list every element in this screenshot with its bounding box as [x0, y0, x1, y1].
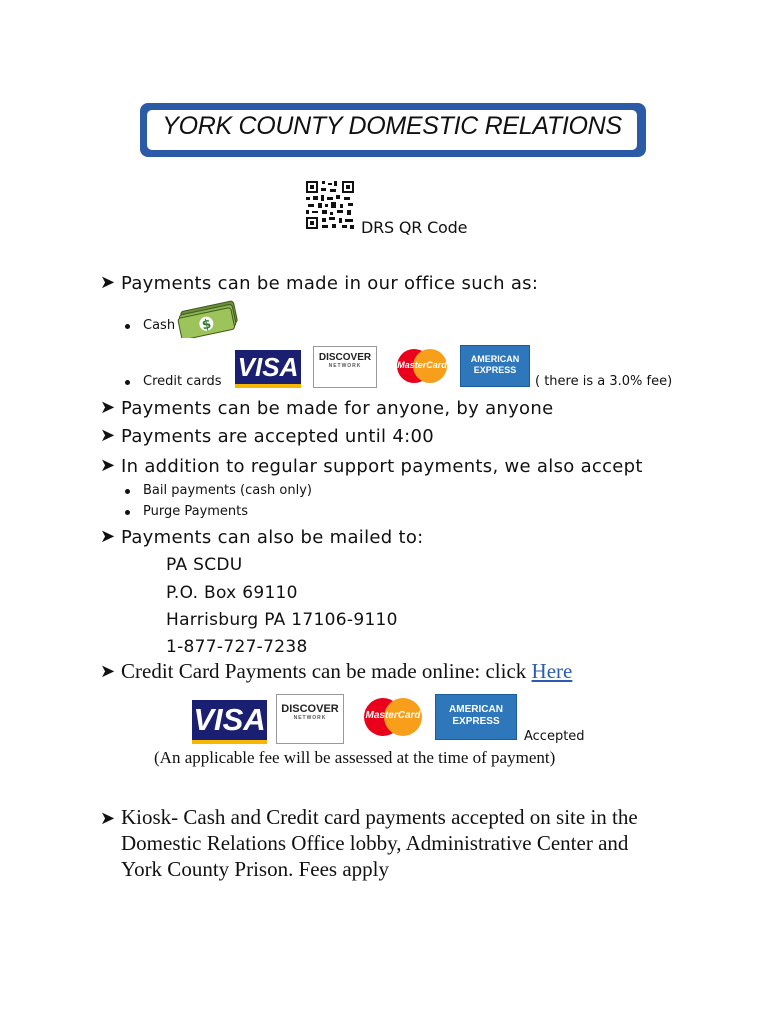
discover-logo-subtext: NETWORK	[293, 715, 327, 721]
payments-anyone: Payments can be made for anyone, by anyone	[121, 398, 554, 419]
discover-logo-text: DISCOVER	[318, 352, 372, 363]
qr-code-label: DRS QR Code	[361, 218, 468, 237]
mail-address-line: PA SCDU	[166, 555, 243, 575]
mastercard-logo-icon	[397, 349, 447, 383]
mastercard-logo-text: MasterCard	[365, 710, 421, 721]
cash-money-icon	[176, 296, 242, 338]
svg-text:$: $	[200, 316, 213, 334]
amex-logo-top-text: AMERICAN	[470, 354, 520, 364]
mail-heading: Payments can also be mailed to:	[121, 527, 424, 548]
amex-logo-bottom-text: EXPRESS	[473, 365, 517, 375]
online-payments-text: Credit Card Payments can be made online: click	[121, 659, 532, 683]
amex-logo-icon	[460, 345, 530, 387]
cash-label: Cash	[143, 318, 176, 333]
arrow-bullet-icon: ➤	[100, 397, 116, 418]
fee-assessed-note: (An applicable fee will be assessed at the time of payment)	[154, 748, 556, 767]
arrow-bullet-icon: ➤	[100, 808, 116, 829]
arrow-bullet-icon: ➤	[100, 661, 116, 682]
discover-logo-icon	[313, 346, 377, 388]
accepted-label: Accepted	[524, 729, 585, 744]
kiosk-line: York County Prison. Fees apply	[121, 857, 389, 881]
payments-until: Payments are accepted until 4:00	[121, 426, 434, 447]
here-link[interactable]: Here	[531, 659, 573, 683]
bullet-icon	[125, 510, 130, 515]
bullet-icon	[125, 489, 130, 494]
visa-logo-icon: VISA	[235, 346, 301, 388]
discover-logo-icon	[276, 694, 344, 744]
amex-logo-bottom-text: EXPRESS	[452, 716, 500, 727]
amex-logo-icon	[435, 694, 517, 740]
bullet-icon	[125, 380, 130, 385]
discover-logo-subtext: NETWORK	[328, 363, 362, 369]
mail-address-line: P.O. Box 69110	[166, 583, 298, 603]
bail-payments-item: Bail payments (cash only)	[143, 483, 312, 498]
arrow-bullet-icon: ➤	[100, 272, 116, 293]
kiosk-line: Kiosk- Cash and Credit card payments accepted on site in the	[121, 805, 638, 829]
fee-note: ( there is a 3.0% fee)	[535, 374, 673, 389]
mail-phone: 1-877-727-7238	[166, 637, 308, 657]
also-accept-heading: In addition to regular support payments, we also accept	[121, 456, 643, 477]
arrow-bullet-icon: ➤	[100, 526, 116, 547]
page-title: YORK COUNTY DOMESTIC RELATIONS	[162, 112, 622, 140]
credit-cards-label: Credit cards	[143, 374, 222, 389]
visa-logo-icon: VISA	[192, 696, 267, 744]
discover-logo-text: DISCOVER	[281, 703, 339, 715]
arrow-bullet-icon: ➤	[100, 425, 116, 446]
mastercard-logo-text: MasterCard	[397, 360, 447, 370]
qr-code[interactable]	[304, 179, 356, 231]
arrow-bullet-icon: ➤	[100, 455, 116, 476]
mail-address-line: Harrisburg PA 17106-9110	[166, 610, 398, 630]
online-payments-line	[121, 659, 572, 684]
amex-logo-top-text: AMERICAN	[449, 704, 503, 715]
bullet-icon	[125, 324, 130, 329]
mastercard-logo-icon	[364, 698, 422, 736]
office-payments-heading: Payments can be made in our office such as:	[121, 273, 539, 294]
purge-payments-item: Purge Payments	[143, 504, 249, 519]
kiosk-line: Domestic Relations Office lobby, Administrative Center and	[121, 831, 629, 855]
